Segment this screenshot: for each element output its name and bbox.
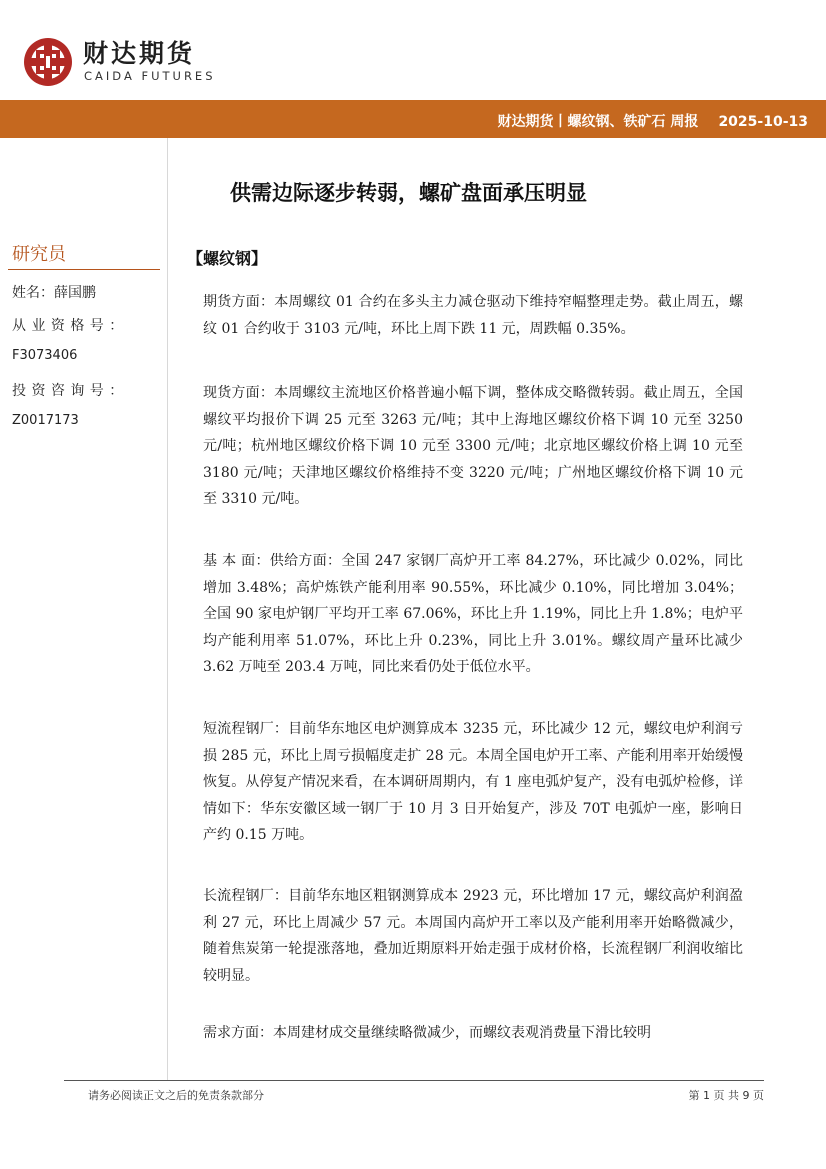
researcher-heading: 研究员 <box>12 244 66 265</box>
paragraph-text: 本周螺纹主流地区价格普遍小幅下调，整体成交略微转弱。截止周五，全国螺纹平均报价下调 25 元至 3263 元/吨；其中上海地区螺纹价格下调 10 元至 3250 元/吨；杭州地区螺纹价格下调 10 元至 3300 元/吨；北京地区螺纹价格上调 10 元至 3180 元/吨；天津地区螺纹价格维持不变 3220 元/吨；广州地区螺纹价格下调 10 元至 3310 元/吨。 <box>203 385 744 507</box>
advisor-label: 投 资 咨 询 号 ： <box>12 383 124 399</box>
researcher-name: 姓名：薛国鹏 <box>12 285 96 301</box>
license-number: F3073406 <box>12 348 78 363</box>
paragraph-demand <box>203 1020 743 1047</box>
license-label: 从 业 资 格 号 ： <box>12 318 124 334</box>
brand-name-cn: 财达期货 <box>83 39 196 68</box>
section-tag: 【螺纹钢】 <box>187 249 268 268</box>
company-logo-icon <box>22 36 74 92</box>
report-series: 财达期货丨螺纹钢、铁矿石 周报 <box>497 114 699 130</box>
footer-divider <box>64 1080 764 1081</box>
paragraph-label: 基 本 面： <box>203 553 270 569</box>
paragraph-label: 现货方面： <box>203 385 275 401</box>
column-divider <box>167 138 168 1080</box>
paragraph-long-process <box>203 883 743 989</box>
paragraph-label: 短流程钢厂： <box>203 721 289 737</box>
paragraph-text: 本周螺纹 01 合约在多头主力减仓驱动下维持窄幅整理走势。截止周五，螺纹 01 合约收于 3103 元/吨，环比上周下跌 11 元，周跌幅 0.35%。 <box>203 294 744 337</box>
paragraph-text: 目前华东地区粗钢测算成本 2923 元，环比增加 17 元，螺纹高炉利润盈利 27 元，环比上周减少 57 元。本周国内高炉开工率以及产能利用率开始略微减少，随着焦炭第一轮提涨落地，叠加近期原料开始走强于成材价格，长流程钢厂利润收缩比较明显。 <box>203 888 743 984</box>
banner-text <box>498 111 808 131</box>
header-banner <box>0 100 826 138</box>
paragraph-text: 供给方面：全国 247 家钢厂高炉开工率 84.27%，环比减少 0.02%，同比增加 3.48%；高炉炼铁产能利用率 90.55%，环比减少 0.10%，同比增加 3.04%；全国 90 家电炉钢厂平均开工率 67.06%，环比上升 1.19%，同比上升 1.8%；电炉平均产能利用率 51.07%，环比上升 0.23%，同比上升 3.01%。螺纹周产量环比减少 3.62 万吨至 203.4 万吨，同比来看仍处于低位水平。 <box>203 553 743 675</box>
paragraph-short-process <box>203 716 743 849</box>
paragraph-label: 期货方面： <box>203 294 275 310</box>
paragraph-fundamentals <box>203 548 743 681</box>
researcher-underline <box>8 269 160 270</box>
paragraph-spot <box>203 380 743 513</box>
advisor-number: Z0017173 <box>12 413 79 428</box>
paragraph-text: 本周建材成交量继续略微减少，而螺纹表观消费量下滑比较明 <box>273 1025 651 1041</box>
paragraph-futures <box>203 289 743 342</box>
footer-disclaimer: 请务必阅读正文之后的免责条款部分 <box>88 1089 264 1102</box>
brand-name-en: CAIDA FUTURES <box>84 69 216 83</box>
paragraph-text: 目前华东地区电炉测算成本 3235 元，环比减少 12 元，螺纹电炉利润亏损 285 元，环比上周亏损幅度走扩 28 元。本周全国电炉开工率、产能利用率开始缓慢恢复。从停复产情况来看，在本调研周期内，有 1 座电弧炉复产，没有电弧炉检修，详情如下：华东安徽区域一钢厂于 10 月 3 日开始复产，涉及 70T 电弧炉一座，影响日产约 0.15 万吨。 <box>203 721 743 843</box>
report-date: 2025-10-13 <box>718 114 808 130</box>
page-number: 第 1 页 共 9 页 <box>688 1089 764 1102</box>
report-title: 供需边际逐步转弱，螺矿盘面承压明显 <box>230 181 587 205</box>
paragraph-label: 需求方面： <box>203 1025 273 1041</box>
paragraph-label: 长流程钢厂： <box>203 888 289 904</box>
